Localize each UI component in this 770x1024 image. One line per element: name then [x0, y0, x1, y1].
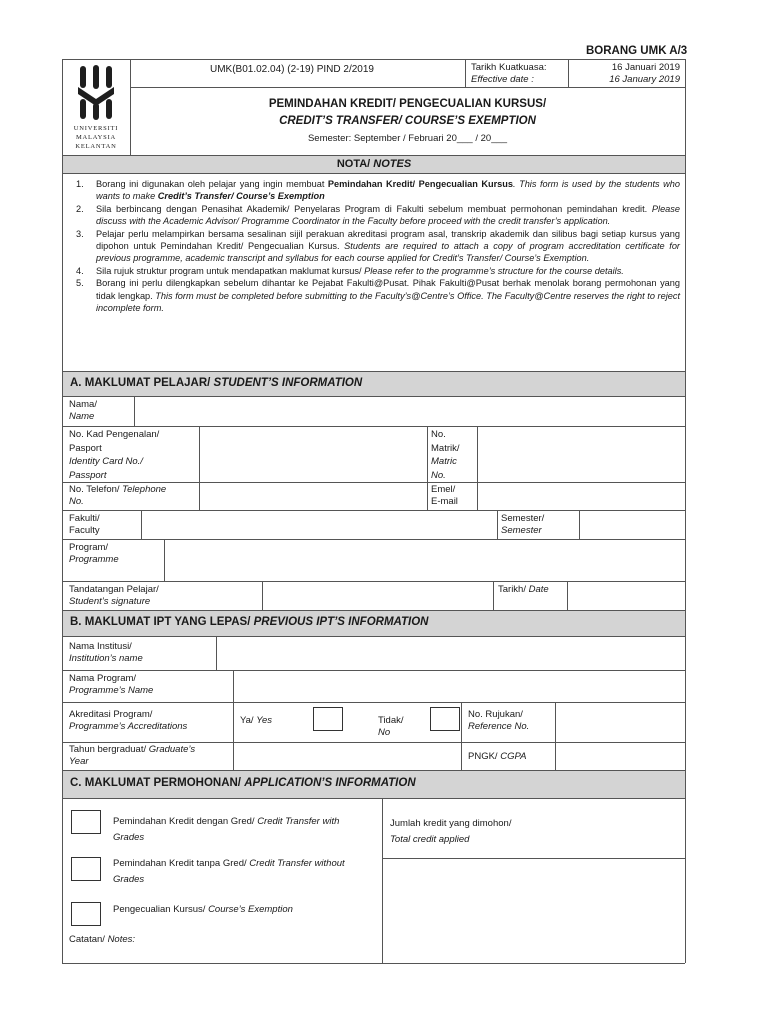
semester-label — [501, 513, 544, 537]
opt2-label-ms: Pemindahan Kredit tanpa Gred/ — [113, 858, 250, 869]
university-logo — [66, 63, 126, 151]
reference-label — [468, 709, 529, 733]
phone-label — [69, 484, 166, 508]
semester-line: Semester: September / Februari 20___ / 20___ — [307, 133, 508, 144]
ic-label — [69, 428, 159, 482]
reference-field[interactable] — [556, 703, 684, 741]
notes-list — [76, 178, 680, 314]
matric-field[interactable] — [478, 427, 684, 481]
faculty-label-en: Faculty — [69, 525, 100, 536]
logo-line-2: MALAYSIA — [75, 134, 117, 141]
signature-label-ms: Tandatangan Pelajar/ — [69, 584, 159, 595]
credit-transfer-without-grades-checkbox[interactable] — [71, 857, 101, 881]
umk-emblem-icon — [66, 63, 126, 121]
no-label — [378, 715, 404, 739]
opt2-label-en2: Grades — [113, 874, 145, 885]
cgpa-label-ms: PNGK/ — [468, 751, 501, 762]
email-label-ms: Emel/ — [431, 484, 456, 495]
note-text: Pelajar perlu melampirkan bersama sesalinan sijil perakuan akreditasi program asal, transkrip akademik dan silibus bagi setiap kursus yang dipohon untuk Pemindahan Kredit/ Pengecualian Kursus. — [96, 228, 680, 252]
yes-label-en: Yes — [256, 715, 273, 726]
note-text: Sila berbincang dengan Penasihat Akademik/ Penyelaras Program di Fakulti sebelum membuat permohonan pemindahan kredit. — [96, 203, 652, 214]
name-label-ms: Nama/ — [69, 399, 97, 410]
section-c-title — [70, 777, 416, 789]
name-label-en: Name — [69, 411, 95, 422]
opt1-label-en2: Grades — [113, 832, 145, 843]
graduation-year-label-en2: Year — [69, 756, 89, 767]
yes-label — [240, 715, 272, 727]
program-label-en: Programme — [69, 554, 119, 565]
cgpa-label-en: CGPA — [500, 751, 527, 762]
section-c-title-en: APPLICATION’S INFORMATION — [244, 777, 416, 789]
no-label-ms: Tidak/ — [378, 715, 404, 726]
note-number: 3. — [76, 228, 84, 239]
date-label-ms: Tarikh/ — [498, 584, 529, 595]
section-b-title — [70, 616, 428, 628]
note-text: Borang ini digunakan oleh pelajar yang ingin membuat — [96, 179, 328, 189]
no-checkbox[interactable] — [430, 707, 460, 731]
logo-line-1: UNIVERSITI — [73, 125, 119, 132]
section-c-title-ms: C. MAKLUMAT PERMOHONAN/ — [70, 777, 245, 789]
yes-label-ms: Ya/ — [240, 715, 257, 726]
logo-line-3: KELANTAN — [75, 143, 117, 150]
credit-transfer-without-grades-label — [113, 856, 345, 888]
ic-label-en2: Passport — [69, 469, 107, 481]
date-label — [498, 584, 549, 596]
notes-label — [69, 934, 135, 946]
document-reference: UMK(B01.02.04) (2-19) PIND 2/2019 — [210, 64, 374, 75]
no-label-en: No — [378, 727, 391, 738]
course-exemption-label — [113, 904, 293, 916]
note-item — [76, 265, 680, 277]
note-number: 2. — [76, 203, 84, 214]
section-b-title-ms: B. MAKLUMAT IPT YANG LEPAS/ — [70, 616, 254, 628]
note-text-en: Students are required to attach a copy of program accreditation certificate for previous programme, academic transcript and syllabus for each course applied for Credit’s Transfer/ Course’s Exemption. — [96, 241, 680, 264]
graduation-year-label-en: Graduate’s — [148, 744, 196, 755]
matric-label-2: Matrik/ — [431, 442, 460, 454]
date-field[interactable] — [568, 582, 684, 609]
graduation-year-label-ms: Tahun bergraduat/ — [69, 744, 149, 755]
notes-heading — [63, 158, 685, 170]
total-credit-label-ms: Jumlah kredit yang dimohon/ — [390, 818, 512, 829]
program-field[interactable] — [165, 540, 684, 580]
opt1-label-ms: Pemindahan Kredit dengan Gred/ — [113, 816, 258, 827]
yes-checkbox[interactable] — [313, 707, 343, 731]
faculty-label — [69, 513, 100, 537]
opt3-label-en: Course’s Exemption — [208, 904, 293, 915]
note-number: 1. — [76, 179, 84, 189]
name-label — [69, 399, 97, 423]
effective-label-ms: Tarikh Kuatkuasa: — [471, 62, 547, 73]
note-item — [76, 228, 680, 265]
total-credit-label-en: Total credit applied — [390, 834, 470, 845]
note-number: 4. — [76, 265, 84, 276]
note-bold: Pemindahan Kredit/ Pengecualian Kursus — [327, 179, 514, 189]
programme-name-label-en: Programme’s Name — [69, 685, 154, 696]
institution-label-en: Institution’s name — [69, 653, 143, 664]
note-bold-en: Credit’s Transfer/ Course’s Exemption — [157, 191, 325, 202]
section-b-title-en: PREVIOUS IPT’S INFORMATION — [253, 616, 429, 628]
note-text-en: Please refer to the programme’s structure for the course details. — [364, 265, 624, 276]
semester-field[interactable] — [580, 511, 684, 538]
phone-label-ms: No. Telefon/ — [69, 484, 123, 495]
ic-label-en: Identity Card No./ — [69, 456, 143, 467]
section-a-title-en: STUDENT’S INFORMATION — [213, 377, 363, 389]
effective-date-en: 16 January 2019 — [609, 74, 680, 85]
note-text: Sila rujuk struktur program untuk mendapatkan maklumat kursus/ — [96, 265, 365, 276]
matric-label-1: No. — [431, 429, 446, 440]
graduation-year-label — [69, 744, 195, 768]
programme-name-field[interactable] — [234, 671, 684, 701]
form-title-en: CREDIT’S TRANSFER/ COURSE’S EXEMPTION — [279, 115, 536, 127]
total-credit-label — [390, 816, 511, 848]
matric-label-3: Matric — [431, 456, 457, 467]
note-text-en: This form must be completed before submitting to the Faculty’s@Centre’s Office. The Faculty@Centre reserves the right to reject incomplete form. — [96, 290, 680, 314]
accreditation-label-en: Programme’s Accreditations — [69, 721, 188, 732]
credit-transfer-with-grades-label — [113, 814, 339, 846]
section-a-title-ms: A. MAKLUMAT PELAJAR/ — [70, 377, 214, 389]
note-text-en: . This form is used by the students who wants to make — [96, 179, 680, 202]
email-field[interactable] — [478, 483, 684, 509]
signature-field[interactable] — [263, 582, 492, 609]
cgpa-label — [468, 751, 526, 763]
programme-name-label — [69, 673, 153, 697]
notes-heading-ms: NOTA/ — [336, 158, 371, 170]
date-label-en: Date — [528, 584, 549, 595]
faculty-label-ms: Fakulti/ — [69, 513, 100, 524]
graduation-year-field[interactable] — [234, 743, 460, 769]
phone-field[interactable] — [200, 483, 426, 509]
institution-field[interactable] — [217, 637, 684, 669]
reference-label-en: Reference No. — [468, 721, 530, 732]
name-field[interactable] — [135, 397, 684, 425]
institution-label-ms: Nama Institusi/ — [69, 641, 132, 652]
ic-label-ms: No. Kad Pengenalan/ — [69, 429, 160, 440]
matric-label-4: No. — [431, 469, 446, 481]
semester-label-en: Semester — [501, 525, 542, 536]
faculty-field[interactable] — [142, 511, 496, 538]
email-label-en: E-mail — [431, 496, 458, 507]
notes-label-en: Notes: — [107, 934, 136, 945]
note-text-en: Please discuss with the Academic Advisor/ Programme Coordinator in the Faculty before proceed with the credit transfer’s application. — [96, 203, 680, 227]
note-item — [76, 277, 680, 314]
course-exemption-checkbox[interactable] — [71, 902, 101, 926]
signature-label-en: Student’s signature — [69, 596, 151, 607]
note-item — [76, 178, 680, 203]
effective-date-ms: 16 Januari 2019 — [611, 62, 680, 73]
accreditation-label-ms: Akreditasi Program/ — [69, 709, 153, 720]
signature-label — [69, 584, 159, 608]
phone-label-en: Telephone — [122, 484, 167, 495]
institution-label — [69, 641, 143, 665]
opt1-label-en: Credit Transfer with — [257, 816, 340, 827]
effective-label-en: Effective date : — [471, 74, 534, 85]
program-label — [69, 542, 119, 566]
accreditation-label — [69, 709, 187, 733]
programme-name-label-ms: Nama Program/ — [69, 673, 137, 684]
ic-field[interactable] — [200, 427, 426, 481]
semester-label-ms: Semester/ — [501, 513, 545, 524]
note-item — [76, 203, 680, 228]
reference-label-ms: No. Rujukan/ — [468, 709, 523, 720]
section-a-title — [70, 377, 362, 389]
ic-label-ms2: Pasport — [69, 442, 102, 454]
credit-transfer-with-grades-checkbox[interactable] — [71, 810, 101, 834]
phone-label-en2: No. — [69, 496, 84, 507]
note-number: 5. — [76, 278, 84, 289]
notes-heading-en: NOTES — [373, 158, 412, 170]
form-title-ms: PEMINDAHAN KREDIT/ PENGECUALIAN KURSUS/ — [268, 98, 547, 110]
opt3-label-ms: Pengecualian Kursus/ — [113, 904, 209, 915]
cgpa-field[interactable] — [556, 743, 684, 769]
notes-label-ms: Catatan/ — [69, 934, 108, 945]
form-code: BORANG UMK A/3 — [586, 45, 688, 57]
opt2-label-en: Credit Transfer without — [249, 858, 345, 869]
program-label-ms: Program/ — [69, 542, 109, 553]
email-label — [431, 484, 458, 508]
total-credit-field[interactable] — [383, 859, 684, 962]
note-text: Borang ini perlu dilengkapkan sebelum dihantar ke Pejabat Fakulti@Pusat. Pihak Fakulti@Pusat berhak menolak borang permohonan yang tidak lengkap. — [96, 278, 680, 301]
matric-label — [431, 428, 460, 482]
